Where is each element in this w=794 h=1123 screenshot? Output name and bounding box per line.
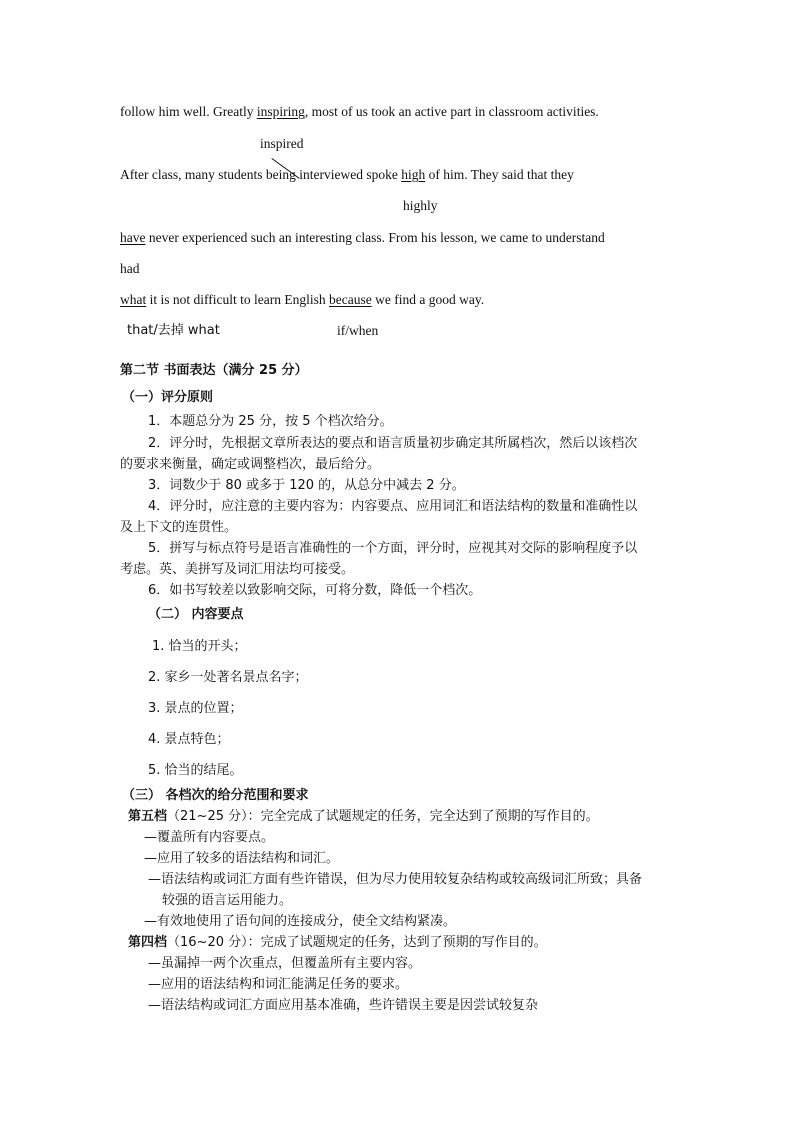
passage-text: interviewed spoke xyxy=(295,167,402,182)
rule-item: 2．评分时，先根据文章所表达的要点和语言质量初步确定其所属档次，然后以该档次 xyxy=(148,436,638,451)
passage-text: follow him well. Greatly xyxy=(120,104,257,119)
grade-heading xyxy=(128,936,547,949)
rule-item: 的要求来衡量，确定或调整档次，最后给分。 xyxy=(120,457,381,472)
section-heading: 第二节 书面表达（满分 25 分） xyxy=(120,363,308,378)
content-point: 5. 恰当的结尾。 xyxy=(148,763,243,778)
correction-word: if/when xyxy=(337,323,379,338)
passage-text: we find a good way. xyxy=(371,292,485,307)
correction-word: highly xyxy=(403,198,438,213)
grade-desc: （16~20 分）：完成了试题规定的任务，达到了预期的写作目的。 xyxy=(167,935,547,950)
rule-item: 及上下文的连贯性。 xyxy=(120,520,238,535)
error-word: high xyxy=(401,167,426,182)
passage-line-2 xyxy=(120,168,574,182)
grade-item: —应用的语法结构和词汇能满足任务的要求。 xyxy=(148,977,409,992)
part-title: （一）评分原则 xyxy=(122,390,214,405)
part-title: （二） 内容要点 xyxy=(148,607,244,622)
part-title: （三） 各档次的给分范围和要求 xyxy=(122,788,309,803)
rule-item: 6．如书写较差以致影响交际，可将分数，降低一个档次。 xyxy=(148,583,482,598)
grade-label: 第四档 xyxy=(128,935,168,950)
passage-text: of him. They said that they xyxy=(425,167,574,182)
error-word: have xyxy=(120,230,146,245)
rule-item: 4．评分时，应注意的主要内容为：内容要点、应用词汇和语法结构的数量和准确性以 xyxy=(148,499,638,514)
grade-item: —虽漏掉一两个次重点，但覆盖所有主要内容。 xyxy=(148,956,422,971)
content-point: 1. 恰当的开头； xyxy=(152,639,247,654)
deleted-letters: ing xyxy=(278,167,296,182)
error-word: because xyxy=(328,292,372,307)
error-word: what xyxy=(120,292,147,307)
grade-label: 第五档 xyxy=(128,809,168,824)
passage-line-3 xyxy=(120,231,605,245)
passage-text: it is not difficult to learn English xyxy=(146,292,329,307)
grade-item: —语法结构或词汇方面有些许错误，但为尽力使用较复杂结构或较高级词汇所致；具备 xyxy=(148,872,643,887)
rule-item: 考虑。英、美拼写及词汇用法均可接受。 xyxy=(120,562,355,577)
content-point: 2. 家乡一处著名景点名字； xyxy=(148,670,308,685)
grade-heading xyxy=(128,810,599,823)
grade-item: 较强的语言运用能力。 xyxy=(162,893,293,908)
passage-text: never experienced such an interesting class. From his lesson, we came to understand xyxy=(145,230,605,245)
correction-word: inspired xyxy=(260,136,304,151)
passage-line-1 xyxy=(120,105,599,119)
rule-item: 5．拼写与标点符号是语言准确性的一个方面，评分时，应视其对交际的影响程度予以 xyxy=(148,541,638,556)
correction-word: that/去掉 what xyxy=(127,323,220,338)
grade-item: —覆盖所有内容要点。 xyxy=(144,830,275,845)
error-word: inspiring xyxy=(256,104,305,119)
rule-item: 3．词数少于 80 或多于 120 的，从总分中减去 2 分。 xyxy=(148,478,465,493)
content-point: 3. 景点的位置； xyxy=(148,701,243,716)
passage-line-4 xyxy=(120,293,484,307)
grade-item: —语法结构或词汇方面应用基本准确，些许错误主要是因尝试较复杂 xyxy=(148,998,539,1013)
passage-text: After class, many students be xyxy=(120,167,279,182)
rule-item: 1．本题总分为 25 分，按 5 个档次给分。 xyxy=(148,414,393,429)
grade-desc: （21~25 分）：完全完成了试题规定的任务，完全达到了预期的写作目的。 xyxy=(167,809,599,824)
correction-word: had xyxy=(120,261,140,276)
grade-item: —有效地使用了语句间的连接成分，使全文结构紧凑。 xyxy=(144,914,457,929)
passage-text: , most of us took an active part in classroom activities. xyxy=(304,104,599,119)
content-point: 4. 景点特色； xyxy=(148,732,230,747)
grade-item: —应用了较多的语法结构和词汇。 xyxy=(144,851,340,866)
